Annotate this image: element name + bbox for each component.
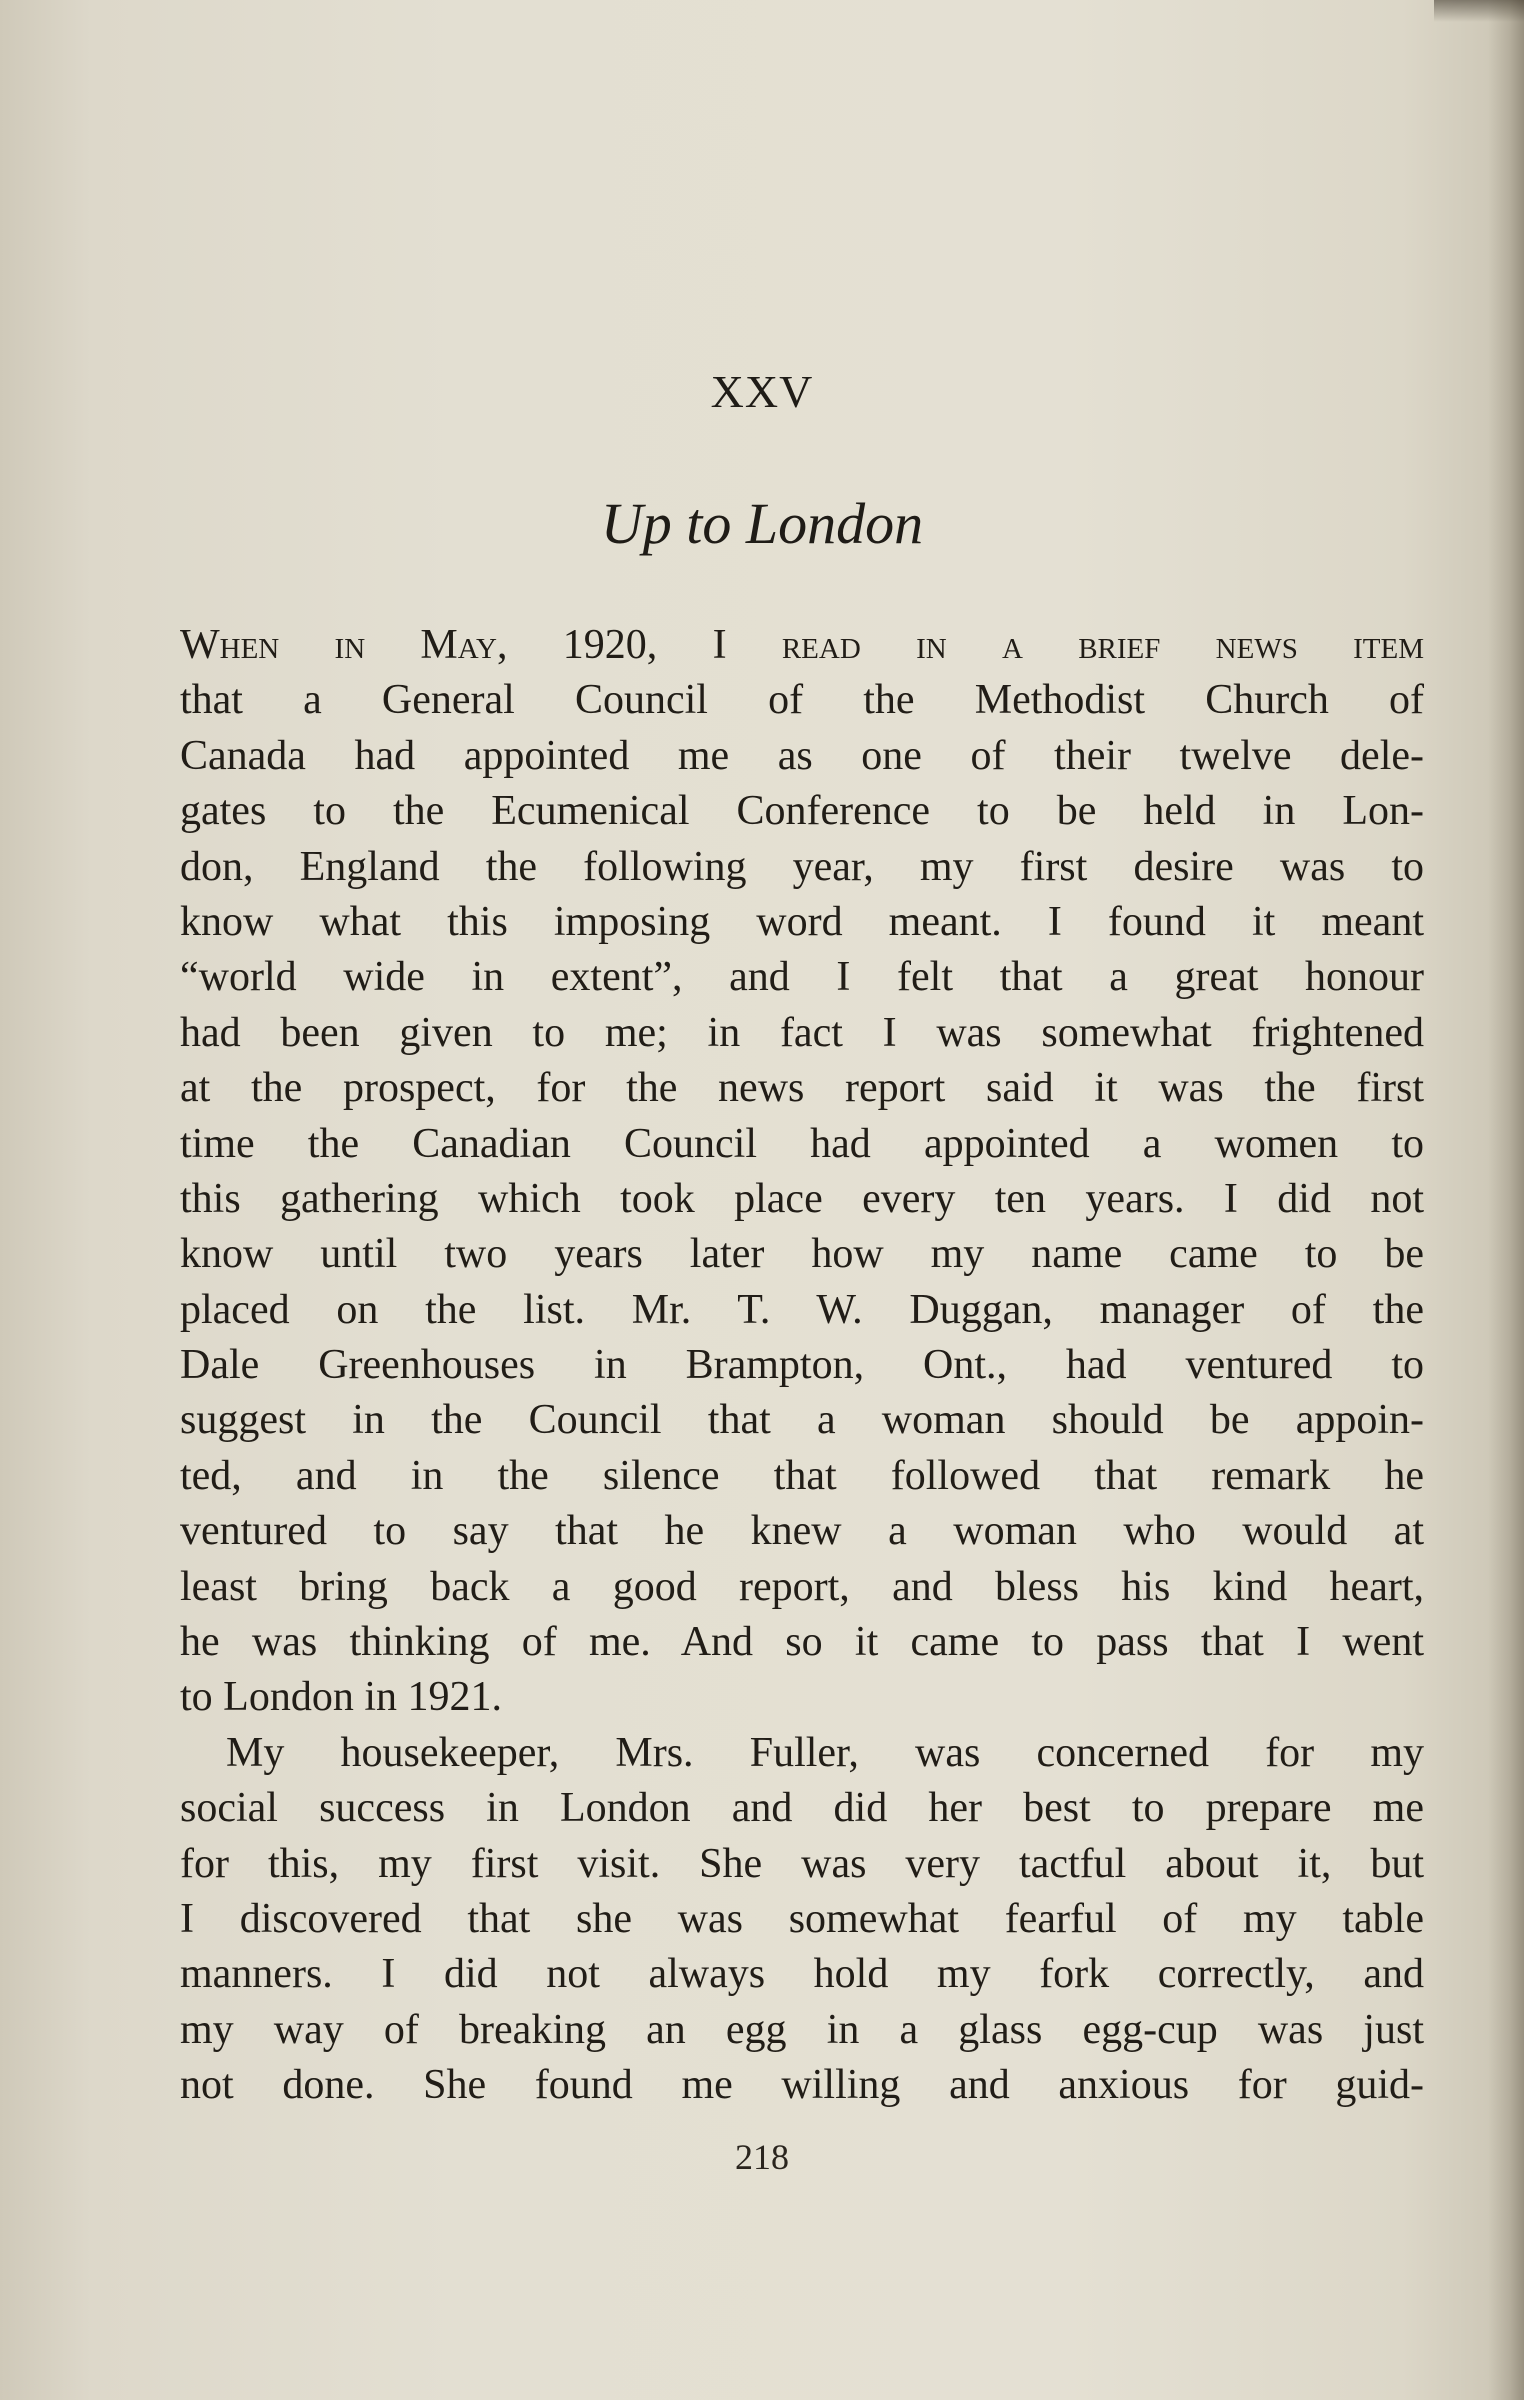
page-number: 218	[735, 2137, 789, 2177]
body-text	[180, 618, 1424, 2114]
text-line: ventured to say that he knew a woman who would at	[180, 1508, 1424, 1555]
text-line: gates to the Ecumenical Conference to be held in Lon-	[180, 788, 1424, 835]
text-line: social success in London and did her best to prepare me	[180, 1785, 1424, 1832]
text-line: that a General Council of the Methodist Church of	[180, 677, 1424, 724]
text-line: Dale Greenhouses in Brampton, Ont., had ventured to	[180, 1342, 1424, 1389]
text-line: not done. She found me willing and anxious for guid-	[180, 2062, 1424, 2109]
text-line: at the prospect, for the news report said it was the first	[180, 1065, 1424, 1112]
text-line: least bring back a good report, and bless his kind heart,	[180, 1563, 1424, 1610]
text-line: “world wide in extent”, and I felt that a great honour	[180, 954, 1424, 1001]
text-line: don, England the following year, my first desire was to	[180, 843, 1424, 890]
text-line: I discovered that she was somewhat fearful of my table	[180, 1895, 1424, 1942]
text-line: had been given to me; in fact I was somewhat frightened	[180, 1009, 1424, 1056]
text-line: for this, my first visit. She was very tactful about it, but	[180, 1840, 1424, 1887]
text-line: ted, and in the silence that followed that remark he	[180, 1452, 1424, 1499]
chapter-number: XXV	[710, 366, 814, 417]
text-line: my way of breaking an egg in a glass egg-cup was just	[180, 2006, 1424, 2053]
text-line: manners. I did not always hold my fork correctly, and	[180, 1951, 1424, 1998]
text-line: My housekeeper, Mrs. Fuller, was concerned for my	[226, 1729, 1424, 1776]
text-line: know what this imposing word meant. I found it meant	[180, 898, 1424, 945]
text-line: this gathering which took place every ten years. I did not	[180, 1175, 1424, 1222]
text-line: placed on the list. Mr. T. W. Duggan, manager of the	[180, 1286, 1424, 1333]
text-line: time the Canadian Council had appointed a women to	[180, 1120, 1424, 1167]
text-line: When in May, 1920, I read in a brief news item	[180, 622, 1424, 668]
text-line: he was thinking of me. And so it came to pass that I went	[180, 1619, 1424, 1666]
chapter-title: Up to London	[600, 491, 924, 556]
text-line: to London in 1921.	[180, 1674, 502, 1721]
text-line: know until two years later how my name came to be	[180, 1231, 1424, 1278]
text-line: suggest in the Council that a woman should be appoin-	[180, 1397, 1424, 1444]
text-line: Canada had appointed me as one of their twelve dele-	[180, 732, 1424, 779]
